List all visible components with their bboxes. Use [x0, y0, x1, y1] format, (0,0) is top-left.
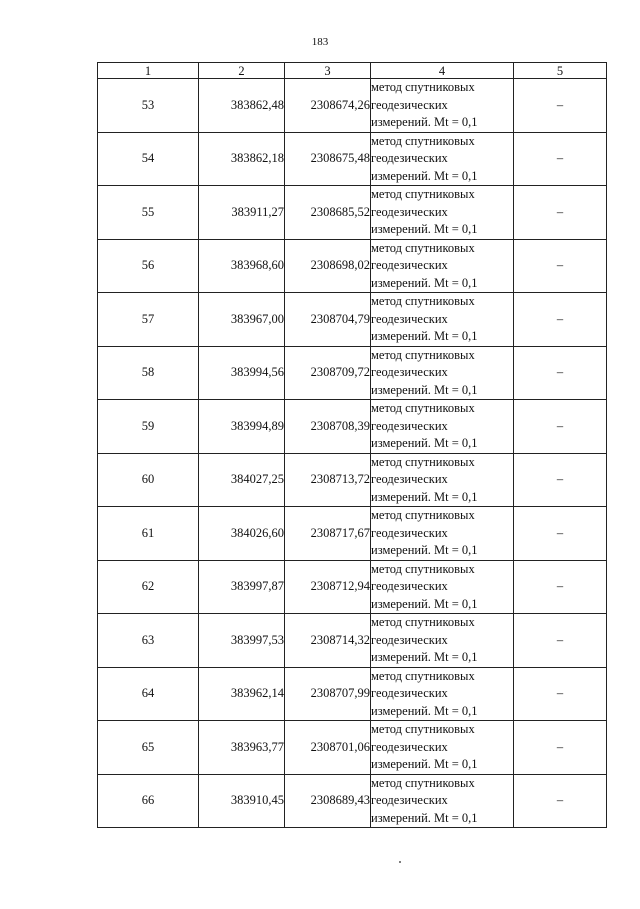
method-line: геодезических: [371, 472, 448, 486]
method-cell: [371, 132, 514, 186]
coordinate-x: 383967,00: [199, 293, 285, 347]
method-cell: [371, 614, 514, 668]
point-number: 65: [98, 721, 199, 775]
point-number: 61: [98, 507, 199, 561]
point-number: 63: [98, 614, 199, 668]
method-line: метод спутниковых: [371, 133, 475, 148]
column-header-4: 4: [371, 63, 514, 79]
table-row: [98, 239, 607, 293]
note-cell: –: [514, 721, 607, 775]
method-line: геодезических: [371, 311, 448, 326]
column-header-3: 3: [285, 63, 371, 79]
coordinate-y: 2308675,48: [285, 132, 371, 186]
method-line: метод спутниковых: [371, 294, 475, 308]
table-row: [98, 132, 607, 186]
method-cell: [371, 507, 514, 561]
method-line: геодезических: [371, 793, 448, 807]
column-header-2: 2: [199, 63, 285, 79]
coordinate-x: 383963,77: [199, 721, 285, 775]
coordinate-y: 2308714,32: [285, 614, 371, 668]
table-row: [98, 667, 607, 721]
method-line: метод спутниковых: [371, 775, 475, 790]
coordinate-x: 383910,45: [199, 774, 285, 828]
table-row: [98, 721, 607, 775]
method-line: метод спутниковых: [371, 722, 475, 736]
table-row: [98, 400, 607, 454]
note-cell: –: [514, 186, 607, 240]
table-row: [98, 774, 607, 828]
point-number: 59: [98, 400, 199, 454]
table-row: [98, 346, 607, 400]
method-line: геодезических: [371, 418, 448, 433]
coordinate-y: 2308712,94: [285, 560, 371, 614]
method-cell: [371, 774, 514, 828]
note-cell: –: [514, 400, 607, 454]
scan-speck: [399, 861, 401, 863]
method-line: геодезических: [371, 365, 448, 379]
coordinate-x: 383862,48: [199, 79, 285, 133]
coordinate-x: 383994,56: [199, 346, 285, 400]
method-cell: [371, 186, 514, 240]
point-number: 66: [98, 774, 199, 828]
method-line: геодезических: [371, 579, 448, 593]
table-row: [98, 186, 607, 240]
method-cell: [371, 293, 514, 347]
method-line: измерений. Mt = 0,1: [371, 382, 478, 397]
method-line: метод спутниковых: [371, 615, 475, 629]
method-line: измерений. Mt = 0,1: [371, 543, 478, 557]
table-body: [98, 79, 607, 828]
table-row: [98, 560, 607, 614]
table-row: [98, 614, 607, 668]
method-line: метод спутниковых: [371, 347, 475, 362]
method-line: измерений. Mt = 0,1: [371, 650, 478, 664]
method-cell: [371, 346, 514, 400]
note-cell: –: [514, 507, 607, 561]
note-cell: –: [514, 79, 607, 133]
method-line: измерений. Mt = 0,1: [371, 436, 478, 450]
table-row: [98, 507, 607, 561]
column-header-1: 1: [98, 63, 199, 79]
method-line: измерений. Mt = 0,1: [371, 703, 478, 718]
coordinate-y: 2308713,72: [285, 453, 371, 507]
table-row: [98, 453, 607, 507]
note-cell: –: [514, 667, 607, 721]
coordinate-x: 383911,27: [199, 186, 285, 240]
coordinate-x: 383997,87: [199, 560, 285, 614]
method-line: геодезических: [371, 97, 448, 112]
coordinate-y: 2308685,52: [285, 186, 371, 240]
method-line: геодезических: [371, 686, 448, 700]
method-cell: [371, 239, 514, 293]
coordinate-x: 383968,60: [199, 239, 285, 293]
method-line: метод спутниковых: [371, 668, 475, 683]
method-line: геодезических: [371, 525, 448, 540]
method-line: метод спутниковых: [371, 561, 475, 576]
point-number: 62: [98, 560, 199, 614]
coordinate-y: 2308674,26: [285, 79, 371, 133]
note-cell: –: [514, 453, 607, 507]
note-cell: –: [514, 132, 607, 186]
note-cell: –: [514, 614, 607, 668]
method-line: измерений. Mt = 0,1: [371, 168, 478, 183]
method-cell: [371, 453, 514, 507]
method-cell: [371, 721, 514, 775]
coordinate-x: 383997,53: [199, 614, 285, 668]
coordinate-y: 2308709,72: [285, 346, 371, 400]
method-line: метод спутниковых: [371, 454, 475, 469]
coordinate-y: 2308689,43: [285, 774, 371, 828]
coordinate-y: 2308704,79: [285, 293, 371, 347]
method-line: геодезических: [371, 151, 448, 165]
point-number: 53: [98, 79, 199, 133]
note-cell: –: [514, 560, 607, 614]
coordinate-y: 2308701,06: [285, 721, 371, 775]
coordinates-table: [97, 62, 607, 828]
method-line: метод спутниковых: [371, 187, 475, 201]
coordinate-x: 383862,18: [199, 132, 285, 186]
table-row: [98, 293, 607, 347]
point-number: 56: [98, 239, 199, 293]
point-number: 54: [98, 132, 199, 186]
method-cell: [371, 400, 514, 454]
coordinate-x: 383994,89: [199, 400, 285, 454]
method-line: геодезических: [371, 258, 448, 272]
note-cell: –: [514, 293, 607, 347]
method-line: измерений. Mt = 0,1: [371, 757, 478, 771]
point-number: 57: [98, 293, 199, 347]
method-line: измерений. Mt = 0,1: [371, 329, 478, 343]
table-header-row: [98, 63, 607, 79]
coordinate-y: 2308708,39: [285, 400, 371, 454]
method-cell: [371, 667, 514, 721]
coordinate-x: 384027,25: [199, 453, 285, 507]
method-line: метод спутниковых: [371, 508, 475, 522]
method-line: метод спутниковых: [371, 80, 475, 94]
method-line: геодезических: [371, 739, 448, 754]
method-line: измерений. Mt = 0,1: [371, 489, 478, 504]
method-line: измерений. Mt = 0,1: [371, 222, 478, 236]
point-number: 58: [98, 346, 199, 400]
note-cell: –: [514, 346, 607, 400]
coordinate-x: 383962,14: [199, 667, 285, 721]
method-line: геодезических: [371, 204, 448, 219]
method-line: метод спутниковых: [371, 401, 475, 415]
table-row: [98, 79, 607, 133]
method-line: измерений. Mt = 0,1: [371, 115, 478, 129]
method-line: измерений. Mt = 0,1: [371, 596, 478, 611]
coordinate-x: 384026,60: [199, 507, 285, 561]
method-line: геодезических: [371, 632, 448, 647]
page-number: 183: [311, 36, 329, 48]
note-cell: –: [514, 239, 607, 293]
method-line: метод спутниковых: [371, 240, 475, 255]
coordinate-y: 2308717,67: [285, 507, 371, 561]
coordinate-y: 2308698,02: [285, 239, 371, 293]
column-header-5: 5: [514, 63, 607, 79]
method-line: измерений. Mt = 0,1: [371, 810, 478, 825]
note-cell: –: [514, 774, 607, 828]
method-line: измерений. Mt = 0,1: [371, 275, 478, 290]
coordinate-y: 2308707,99: [285, 667, 371, 721]
point-number: 60: [98, 453, 199, 507]
point-number: 55: [98, 186, 199, 240]
method-cell: [371, 79, 514, 133]
method-cell: [371, 560, 514, 614]
point-number: 64: [98, 667, 199, 721]
